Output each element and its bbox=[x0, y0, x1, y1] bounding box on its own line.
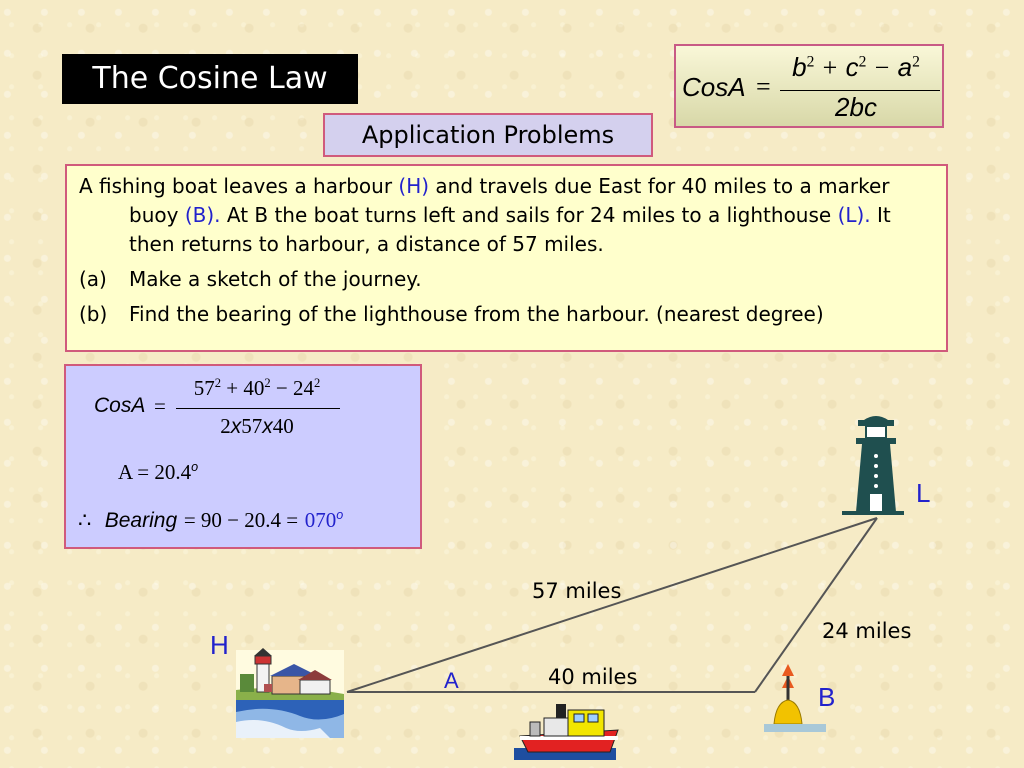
solution-numerator: $57^2 + 40^2 - 24^2$ bbox=[193, 376, 321, 400]
question-a: (a) Make a sketch of the journey. bbox=[79, 267, 422, 291]
buoy-tag: (B). bbox=[184, 203, 221, 227]
label-side-BL: 24 miles bbox=[822, 619, 912, 643]
problem-description: A fishing boat leaves a harbour (H) and travels due East for 40 miles to a marker buoy (B). At B the boat turns left and sails for 24 miles to a lighthouse (L). It then returns to harbour, a distance of 57 miles. bbox=[79, 174, 891, 256]
solution-denominator: 2x57x40 bbox=[220, 414, 294, 438]
formula-equals: = bbox=[756, 72, 771, 101]
bearing-result: ∴ Bearing = 90 − 20.4 = 070$^o$ bbox=[78, 508, 344, 532]
formula-lhs: CosA bbox=[682, 72, 746, 102]
lighthouse-tag: (L). bbox=[837, 203, 871, 227]
buoy-icon bbox=[764, 664, 826, 732]
harbour-tag: (H) bbox=[398, 174, 430, 198]
formula-c: c bbox=[845, 52, 859, 82]
harbour-icon bbox=[236, 648, 344, 738]
angle-result: $A = 20.4^o$ bbox=[118, 460, 199, 484]
formula-denominator: 2bc bbox=[835, 92, 877, 122]
label-H: H bbox=[210, 630, 229, 660]
page-title: The Cosine Law bbox=[62, 54, 358, 104]
solution-box: CosA = $57^2 + 40^2 - 24^2$ 2x57x40 $A = 20.4^o$ ∴ Bearing = 90 − 20.4 = 070$^o$ bbox=[64, 364, 422, 549]
label-side-HB: 40 miles bbox=[548, 665, 638, 689]
formula-a: a bbox=[897, 52, 913, 82]
page-subtitle: Application Problems bbox=[323, 113, 653, 157]
solution-lhs: CosA bbox=[94, 394, 146, 417]
label-L: L bbox=[916, 478, 931, 508]
label-B: B bbox=[818, 682, 836, 712]
bearing-value: 070 bbox=[304, 508, 337, 532]
side-BL bbox=[755, 518, 877, 692]
question-b: (b) Find the bearing of the lighthouse from the harbour. (nearest degree) bbox=[79, 302, 824, 326]
boat-icon bbox=[514, 704, 618, 760]
lighthouse-icon bbox=[842, 416, 904, 515]
label-side-HL: 57 miles bbox=[532, 579, 622, 603]
label-angle-A: A bbox=[444, 668, 459, 693]
cosine-law-formula: CosA = $b^2 + c^2 - a^2$ 2bc bbox=[674, 44, 944, 128]
formula-b: b bbox=[792, 52, 807, 82]
